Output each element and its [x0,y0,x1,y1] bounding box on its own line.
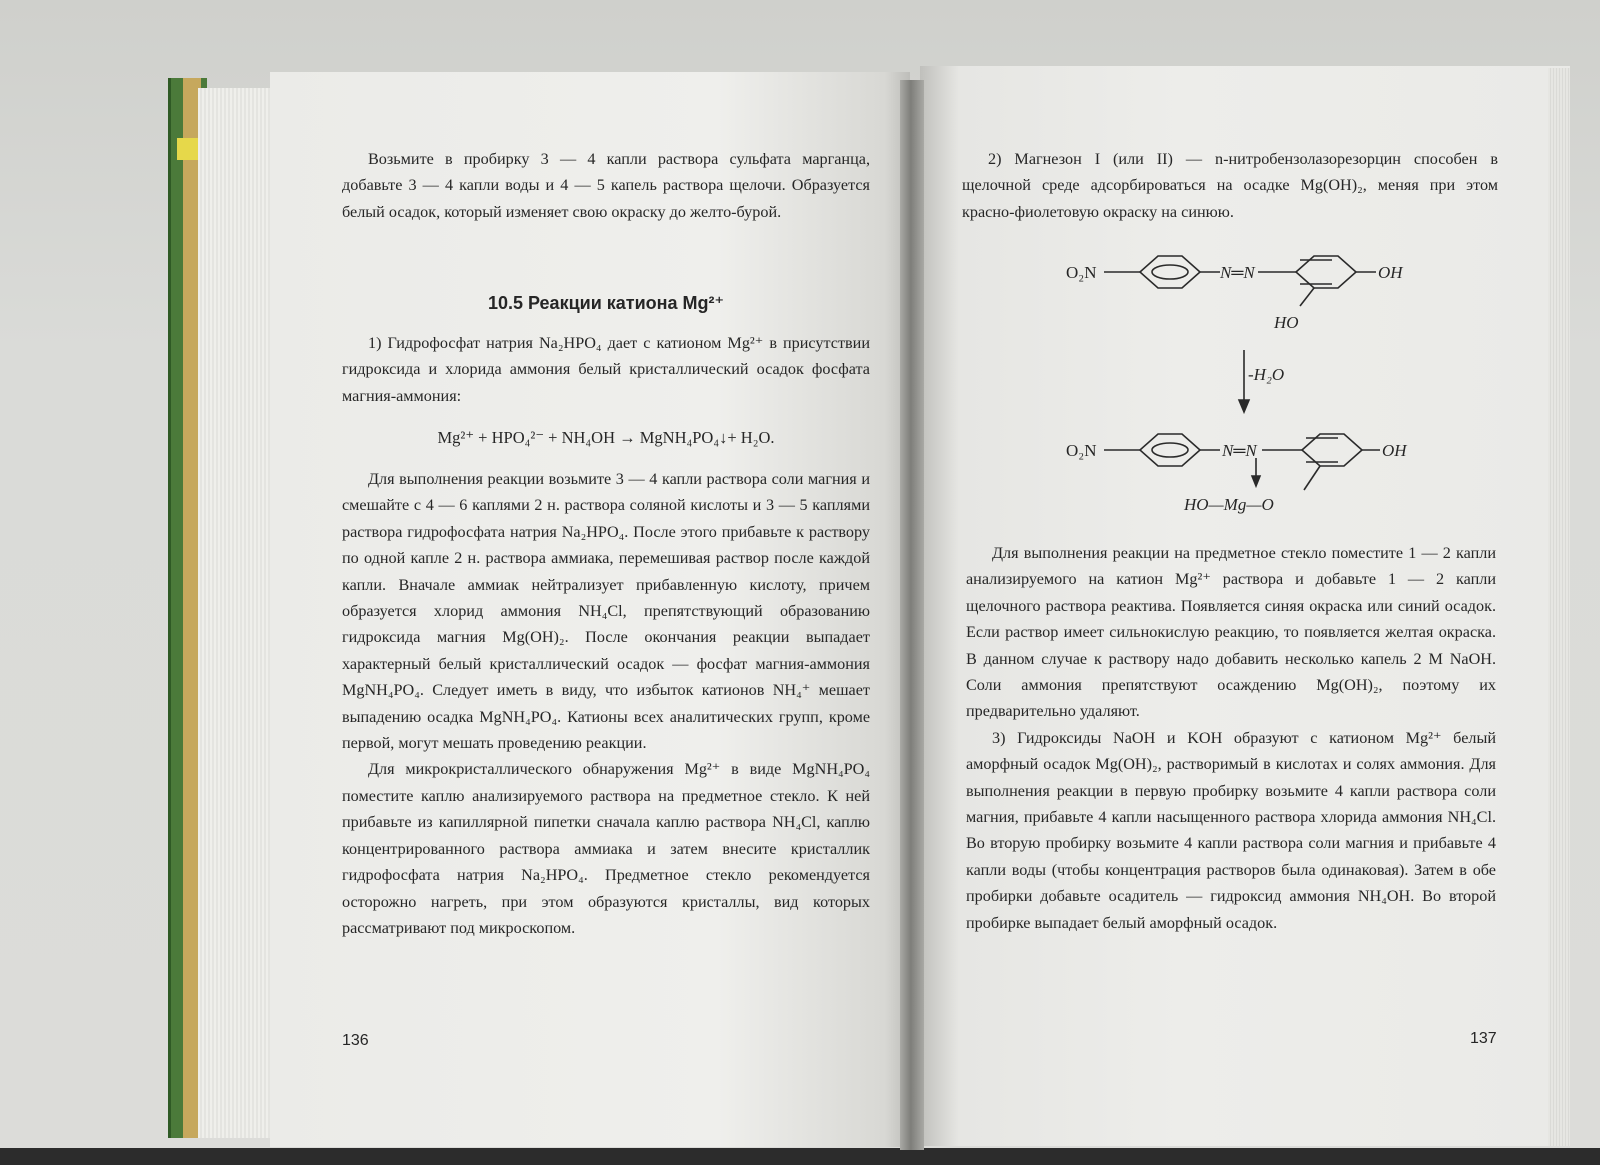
paragraph-text: 2) Магнезон I (или II) — n-нитробензолазорезорцин способен в щелочной среде адсорбироваться на осадке Mg(OH)₂, меняя при этом красно-фиолетовую окраску на синюю. [962,150,1498,221]
ho-label-top: HO [1274,313,1299,332]
benzene-ring [1140,434,1200,466]
section-title: 10.5 Реакции катиона Mg²⁺ [487,293,725,313]
azo-label-bottom: N═N [1222,441,1257,460]
magneson-structure-diagram [1060,240,1460,530]
book-gutter [900,80,924,1150]
left-paragraphs-2-3 [342,466,870,941]
oh-label-bottom: OH [1382,441,1407,460]
paragraph-text: 3) Гидроксиды NaOH и KOH образуют с катионом Mg²⁺ белый аморфный осадок Mg(OH)₂, растворимый в кислотах и солях аммония. Для выполнения реакции в первую пробирку возьмите 4 капли раствора соли магния, прибавьте 4 капли насыщенного раствора хлорида аммония NH₄Cl. Во вторую пробирку возьмите 4 капли раствора соли магния и прибавьте 4 капли воды (чтобы концентрация растворов была одинаковая). Затем в обе пробирки добавьте осадитель — гидроксид аммония NH₄OH. Во второй пробирке выпадает белый аморфный осадок. [966,728,1496,932]
page-number-left: 136 [342,1032,369,1049]
right-paragraph-1 [962,146,1498,225]
oh-label-top: OH [1378,263,1403,282]
o2n-label-bottom: O₂N [1066,441,1097,460]
benzene-ring [1140,256,1200,288]
scanner-bottom-edge [0,1148,1600,1165]
azo-label-top: N═N [1220,263,1255,282]
o2n-label-top: O₂N [1066,263,1097,282]
right-paragraphs-2-3 [966,540,1496,936]
paragraph-text: Для выполнения реакции возьмите 3 — 4 капли раствора соли магния и смешайте с 4 — 6 каплями 2 н. раствора соляной кислоты и 3 — 5 каплями раствора гидрофосфата натрия Na₂HPO₄. После этого прибавьте к раствору по одной капле 2 н. раствора аммиака, перемешивая раствор после каждой капли. Вначале аммиак нейтрализует прибавленную кислоту, причем образуется хлорид аммония NH₄Cl, препятствующий образованию гидроксида магния Mg(OH)₂. После окончания реакции выпадает характерный белый кристаллический осадок — фосфат магния-аммония MgNH₄PO₄. Следует иметь в виду, что избыток катионов NH₄⁺ мешает выпадению осадка MgNH₄PO₄. Катионы всех аналитических групп, кроме первой, могут мешать проведению реакции. [342,470,870,753]
page-number-right: 137 [1470,1030,1497,1047]
left-page-edges [198,88,278,1138]
intro-text: Возьмите в пробирку 3 — 4 капли раствора сульфата марганца, добавьте 3 — 4 капли воды и 4 — 5 капель раствора щелочи. Образуется белый осадок, который изменяет свою окраску до желто-бурой. [342,150,870,221]
paragraph-text: Для микрокристаллического обнаружения Mg²⁺ в виде MgNH₄PO₄ поместите каплю анализируемого раствора на предметное стекло. К ней прибавьте из капиллярной пипетки сначала каплю раствора NH₄Cl, каплю концентрированного раствора аммиака и затем внесите кристаллик гидрофосфата натрия Na₂HPO₄. Предметное стекло рекомендуется осторожно нагреть, при этом образуются кристаллы, вид которых рассматривают под микроскопом. [342,760,870,937]
ring-inner [1152,265,1188,279]
reaction-equation: Mg²⁺ + HPO₄²⁻ + NH₄OH → MgNH₄PO₄↓+ H₂O. [437,428,775,447]
right-page-edges [1548,68,1570,1146]
left-paragraph-1 [342,330,870,409]
left-intro-paragraph [342,146,870,225]
cover-mark [177,138,199,160]
paragraph-text: 1) Гидрофосфат натрия Na₂HPO₄ дает с катионом Mg²⁺ в присутствии гидроксида и хлорида аммония белый кристаллический осадок фосфата магния-аммония: [342,334,870,405]
ho-mg-o-label: HO—Mg—O [1184,495,1274,514]
water-elimination-label: -H₂O [1248,365,1285,384]
paragraph-text: Для выполнения реакции на предметное стекло поместите 1 — 2 капли анализируемого на катион Mg²⁺ раствора и добавьте 1 — 2 капли щелочного раствора реактива. Появляется синяя окраска или синий осадок. Если раствор имеет сильнокислую реакцию, то появляется желтая окраска. В данном случае к раствору надо добавить несколько капель 2 М NaOH. Соли аммония препятствуют осаждению Mg(OH)₂, поэтому их предварительно удаляют. [966,544,1496,721]
